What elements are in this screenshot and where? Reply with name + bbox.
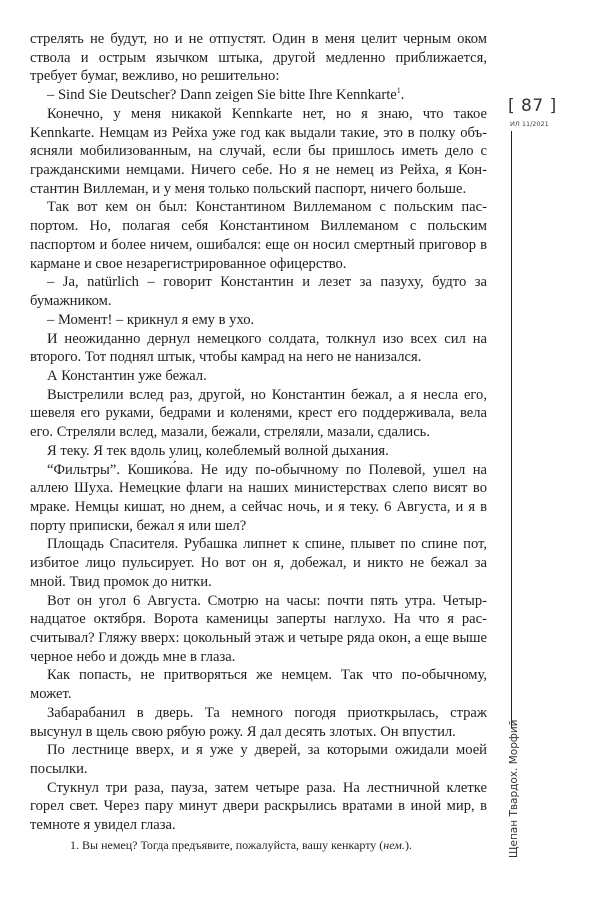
- paragraph: – Ja, natürlich – говорит Константин и лезет за пазуху, будто за бумажником.: [30, 274, 487, 310]
- page-number: [ 87 ]: [508, 96, 557, 116]
- main-text: [30, 30, 487, 835]
- issue-label: ИЛ 11/2021: [510, 120, 549, 128]
- margin-rule: [511, 131, 512, 728]
- dialogue-text: – Sind Sie Deutscher? Dann zeigen Sie bitte Ihre Kennkarte: [47, 87, 397, 104]
- paragraph: По лестнице вверх, и я уже у дверей, за которыми ожидали моей посылки.: [30, 742, 487, 778]
- footnote-close: ).: [404, 838, 412, 852]
- paragraph: Вот он угол 6 Августа. Смотрю на часы: почти пять утра. Четырнадцатое октября. Ворота каменицы заперты наглухо. На что я рассчитывал? Гляжу вверх: цокольный этаж и четыре ряда окон, а еще выше черное небо и дождь мне в глаза.: [30, 592, 487, 665]
- footnote-text: 1. Вы немец? Тогда предъявите, пожалуйста, вашу кенкарту (: [70, 838, 384, 852]
- paragraph: “Фильтры”. Кошико́ва. Не иду по-обычному по Полевой, ушел на аллею Шуха. Немецкие флаги на наших министерствах слепо висят во мраке. Немцы кишат, но днем, а сейчас ночь, и я теку. 6 Августа, и я в порту приписки, бежал я или шел?: [30, 461, 487, 534]
- paragraph: Площадь Спасителя. Рубашка липнет к спине, плывет по спине пот, избитое лицо пульсирует. Но вот он я, добежал, и никто не бежал за мной. Твид промок до нитки.: [30, 536, 487, 590]
- paragraph: Конечно, у меня никакой Kennkarte нет, но я знаю, что такое Kennkarte. Немцам из Рейха уже год как выдали такие, это в полку объясняли мобилизованным, на случай, если бы пришлось иметь дело с гражданскими немцами. Ничего себе. Но я не немец из Рейха, я Константин Виллеман, и у меня только польский паспорт, ничего больше.: [30, 105, 487, 197]
- paragraph: Выстрелили вслед раз, другой, но Константин бежал, а я несла его, шевеля его руками, бедрами и коленями, крест его поддерживала, вела его. Стреляли вслед, мазали, бежали, стреляли, мазали, сдались.: [30, 386, 487, 441]
- paragraph: Забарабанил в дверь. Та немного погодя приоткрылась, страж высунул в щель свою рябую рожу. Я дал десять злотых. Он впустил.: [30, 704, 487, 740]
- footnote-abbr: нем.: [383, 838, 405, 852]
- footnote-marker[interactable]: 1: [396, 86, 401, 96]
- footnote: [70, 838, 412, 853]
- paragraph-german-dialogue: [30, 86, 487, 105]
- paragraph: стрелять не будут, но и не отпустят. Один в меня целит черным оком ствола и острым язычком штыка, другой медленно приближается, требует бумаг, вежливо, но решительно:: [30, 31, 487, 85]
- paragraph: Как попасть, не притворяться же немцем. Так что по-обычному, может.: [30, 667, 487, 703]
- paragraph: Так вот кем он был: Константином Виллеманом с польским паспортом. Но, полагая себя Константином Виллеманом с польским паспортом и более ничем, ошибался: еще он носил смертный приговор в кармане и свое незарегистрированное офицерство.: [30, 199, 487, 272]
- paragraph: Я теку. Я тек вдоль улиц, колеблемый волной дыхания.: [47, 442, 389, 459]
- running-title: Щепан Твардох. Морфий: [508, 719, 520, 858]
- paragraph: А Константин уже бежал.: [47, 367, 207, 384]
- paragraph: И неожиданно дернул немецкого солдата, толкнул изо всех сил на второго. Тот поднял штык, чтобы камрад на него не нанизался.: [30, 330, 487, 366]
- period: .: [400, 87, 405, 104]
- paragraph: Стукнул три раза, пауза, затем четыре раза. На лестничной клетке горел свет. Через пару минут двери раскрылись вратами в иной мир, в темноте я увидел глаза.: [30, 779, 487, 834]
- paragraph: – Момент! – крикнул я ему в ухо.: [47, 311, 255, 328]
